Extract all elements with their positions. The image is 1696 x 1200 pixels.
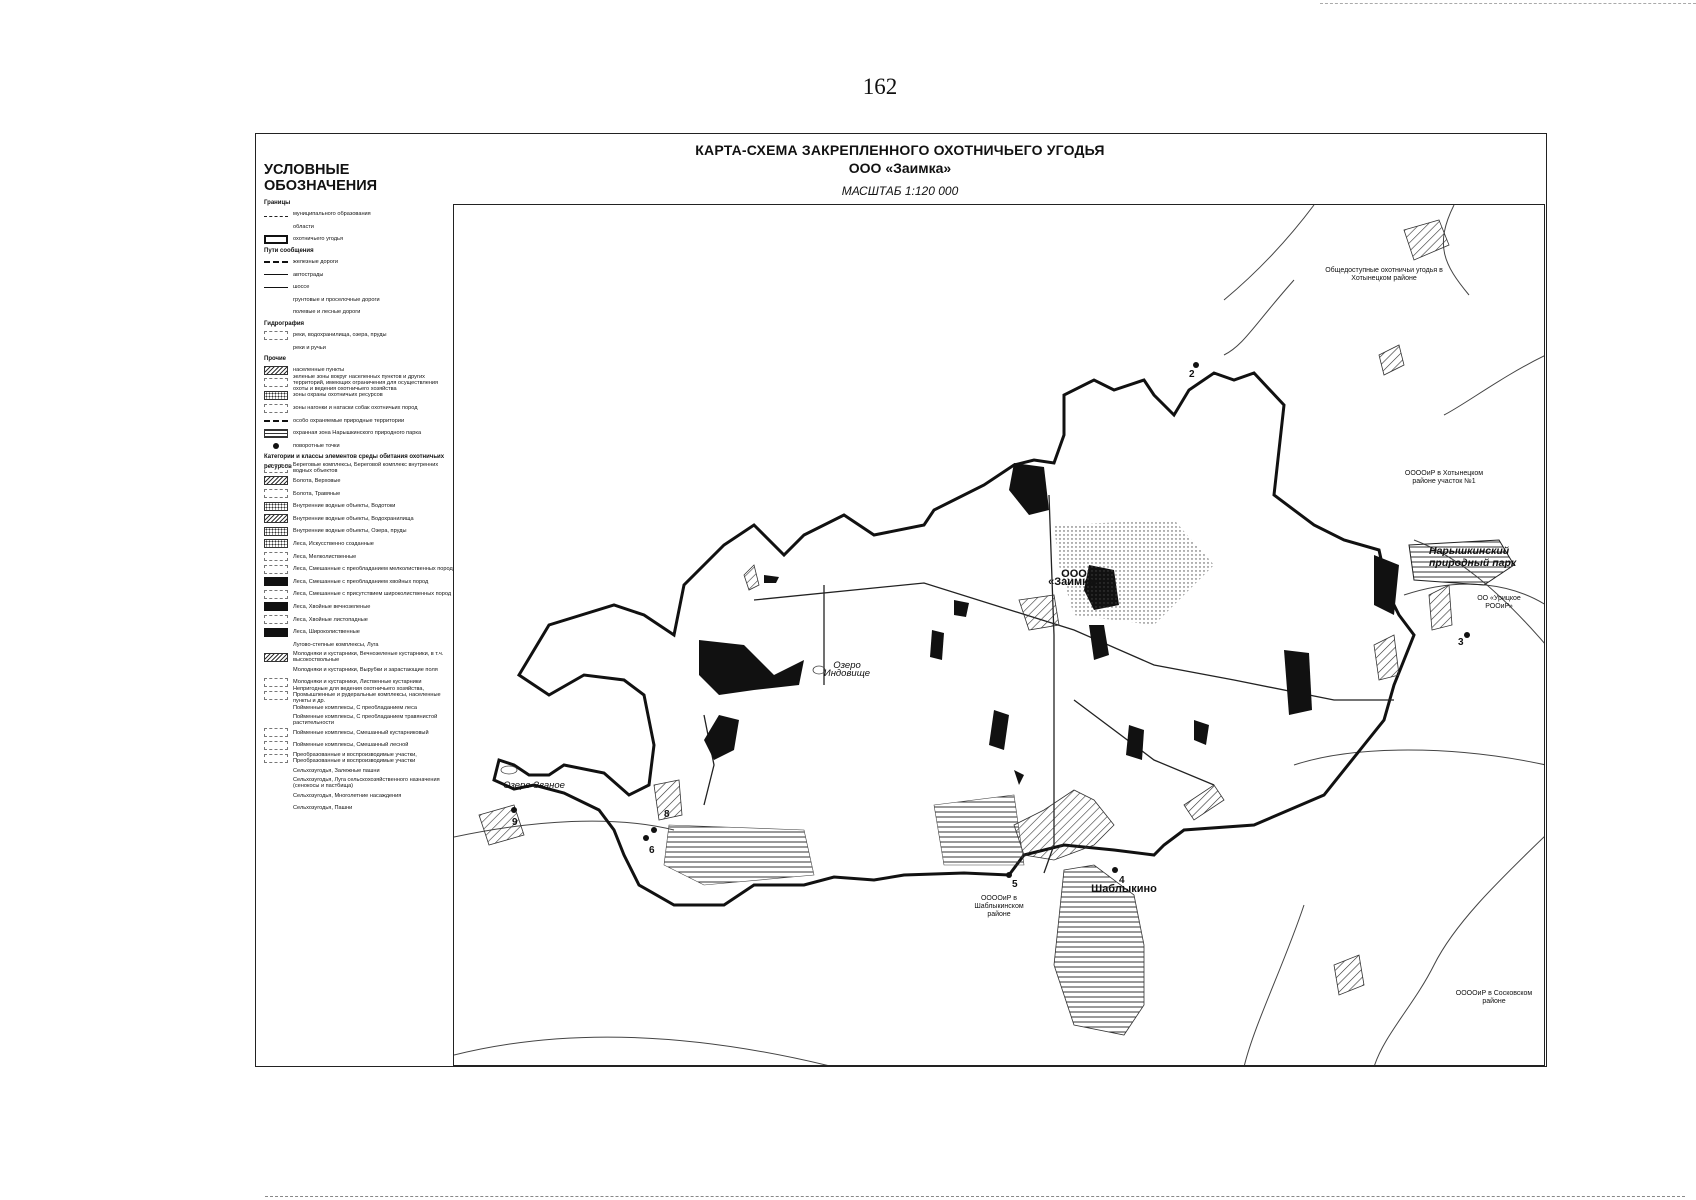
legend-swatch	[264, 420, 288, 422]
legend-section-heading: Пути сообщения	[264, 247, 314, 254]
legend-item	[264, 512, 454, 525]
legend-item-label: муниципального образования	[293, 211, 371, 218]
turning-point-8: 8	[664, 809, 670, 820]
legend-swatch	[264, 514, 288, 523]
label-naryshkin-park: Нарышкинский природный парк	[1429, 545, 1517, 569]
legend-item	[264, 281, 454, 294]
legend-item	[264, 294, 454, 307]
legend-item	[264, 208, 454, 221]
legend-item-label: Береговые комплексы, Береговой комплекс внутренних водных объектов	[293, 462, 439, 475]
legend-item-label: зоны нагонки и натаски собак охотничьих пород	[293, 405, 418, 412]
legend-item	[264, 402, 454, 415]
turning-point-9: 9	[512, 817, 518, 828]
legend-item	[264, 221, 454, 234]
legend-item-label: населенные пункты	[293, 367, 345, 374]
legend-swatch	[264, 502, 288, 511]
legend-item	[264, 233, 454, 246]
legend-section-heading: Категории и классы элементов среды обитания охотничьих ресурсов	[264, 454, 445, 471]
legend-swatch	[273, 443, 279, 449]
legend-item-label: Леса, Смешанные с присутствием широколиственных пород	[293, 591, 452, 598]
legend-item	[264, 373, 454, 392]
legend-item-label: охотничьего угодья	[293, 236, 343, 243]
legend	[264, 162, 454, 815]
legend-item-label: Болота, Верховые	[293, 477, 341, 484]
label-ooookhr-khotynets: ООООиР в Хотынецком районе участок №1	[1404, 470, 1484, 485]
legend-swatch	[264, 404, 288, 413]
legend-item-label: Сельхозугодья, Луга сельскохозяйственного назначения (сенокосы и пастбища)	[293, 777, 440, 790]
legend-item-label: Болота, Травяные	[293, 490, 341, 497]
legend-swatch	[264, 429, 288, 438]
legend-item	[264, 752, 454, 765]
legend-section-heading: Прочие	[264, 355, 287, 362]
legend-item-label: Внутренние водные объекты, Озера, пруды	[293, 528, 407, 535]
legend-item	[264, 525, 454, 538]
legend-item	[264, 500, 454, 513]
legend-swatch	[264, 391, 288, 400]
map-area	[453, 204, 1545, 1066]
legend-swatch	[264, 640, 288, 649]
legend-item-label: Леса, Смешанные с преобладанием мелколиственных пород	[293, 566, 453, 573]
legend-item-label: Лугово-степные комплексы, Луга	[293, 641, 379, 648]
legend-swatch	[264, 222, 288, 231]
page-number: 162	[862, 74, 898, 99]
legend-section-heading: Границы	[264, 200, 291, 206]
legend-swatch	[264, 791, 288, 800]
legend-swatch	[264, 308, 288, 317]
legend-swatch	[264, 615, 288, 624]
legend-item-label: Молодняки и кустарники, Лиственные кустарники	[293, 679, 422, 686]
legend-item-label: охранная зона Нарышкинского природного парка	[293, 430, 422, 437]
legend-item-label: Сельхозугодья, Многолетние насаждения	[293, 792, 402, 799]
legend-item	[264, 686, 454, 705]
legend-swatch	[264, 552, 288, 561]
legend-swatch	[264, 754, 288, 763]
legend-item	[264, 427, 454, 440]
legend-item-label: Молодняки и кустарники, Вырубки и зарастающие поля	[293, 666, 438, 673]
label-ooookhr-soskovo: ООООиР в Сосковском районе	[1455, 990, 1533, 1005]
legend-section-heading: Гидрография	[264, 320, 305, 327]
legend-item-label: зеленые зоны вокруг населенных пунктов и других территорий, имеющих ограничения для осуществления охоты и ведения охотничьего хозяйства	[293, 373, 439, 392]
legend-swatch	[264, 539, 288, 548]
legend-swatch	[264, 590, 288, 599]
legend-item-label: Леса, Смешанные с преобладанием хвойных пород	[293, 578, 429, 585]
label-oo-uritskoe: ОО «Урицкое РООиР»	[1477, 595, 1521, 610]
legend-item-label: Леса, Широколиственные	[293, 629, 360, 636]
legend-item-label: Леса, Искусственно созданные	[293, 540, 374, 547]
legend-item-label: Сельхозугодья, Пашни	[293, 805, 353, 812]
legend-item-label: Пойменные комплексы, С преобладанием травянистой растительности	[293, 714, 438, 727]
legend-swatch	[264, 665, 288, 674]
legend-swatch	[264, 728, 288, 737]
legend-item	[264, 268, 454, 281]
legend-item	[264, 487, 454, 500]
legend-item	[264, 727, 454, 740]
legend-item-label: Леса, Хвойные вечнозеленые	[293, 603, 371, 610]
legend-item-label: Молодняки и кустарники, Вечнозеленые кустарники, в т.ч. высокоствольные	[293, 651, 444, 664]
legend-swatch	[264, 741, 288, 750]
legend-item	[264, 306, 454, 319]
legend-item	[264, 790, 454, 803]
legend-swatch	[264, 343, 288, 352]
legend-swatch	[264, 804, 288, 813]
legend-item	[264, 475, 454, 488]
title-block	[640, 142, 1160, 198]
legend-item	[264, 256, 454, 269]
western-hlined-zone	[664, 825, 814, 885]
label-ooo-zaimka: ООО «Заимка»	[1048, 568, 1100, 588]
legend-swatch	[264, 476, 288, 485]
legend-item-label: автострады	[293, 271, 324, 278]
legend-item-label: Леса, Хвойные листопадные	[293, 616, 368, 623]
legend-item-label: Сельхозугодья, Залежные пашни	[293, 767, 380, 774]
legend-item	[264, 777, 454, 790]
legend-item-label: железные дороги	[293, 259, 339, 266]
legend-swatch	[264, 779, 288, 788]
legend-item-label: Внутренние водные объекты, Водохранилища	[293, 515, 414, 522]
label-ooookhr-shablykino: ООООиР в Шаблыкинском районе	[974, 895, 1024, 918]
label-lake-indovische: Озеро Индовище	[823, 660, 871, 679]
label-obschedostupnye: Общедоступные охотничьи угодья в Хотынецком районе	[1325, 267, 1443, 282]
legend-swatch	[264, 295, 288, 304]
turning-point-5: 5	[1012, 879, 1018, 890]
legend-swatch	[264, 577, 288, 586]
legend-item-label: поворотные точки	[293, 442, 340, 449]
legend-item-label: Леса, Мелколиственные	[293, 553, 357, 560]
map-scale: МАСШТАБ 1:120 000	[841, 184, 959, 198]
legend-item	[264, 329, 454, 342]
label-lake-zvanoe: Озеро Званое	[503, 780, 565, 791]
legend-swatch	[264, 691, 288, 700]
legend-swatch	[264, 331, 288, 340]
legend-item	[264, 563, 454, 576]
legend-swatch	[264, 489, 288, 498]
legend-swatch	[264, 716, 288, 725]
legend-swatch	[264, 366, 288, 375]
turning-point-4: 4	[1119, 875, 1125, 886]
legend-item	[264, 550, 454, 563]
legend-item-label: зоны охраны охотничьих ресурсов	[293, 392, 383, 399]
eastern-hlined-zone	[934, 795, 1024, 865]
legend-swatch	[264, 464, 288, 473]
legend-swatch	[264, 287, 288, 288]
legend-item	[264, 764, 454, 777]
legend-item	[264, 802, 454, 815]
legend-item-label: полевые и лесные дороги	[293, 309, 361, 316]
legend-rows	[264, 198, 454, 815]
legend-item	[264, 601, 454, 614]
legend-item-label: Внутренние водные объекты, Водотоки	[293, 503, 396, 510]
legend-item-label: Пойменные комплексы, Смешанный лесной	[293, 742, 409, 749]
legend-swatch	[264, 703, 288, 712]
legend-item-label: Пойменные комплексы, С преобладанием леса	[293, 704, 418, 711]
legend-swatch	[264, 628, 288, 637]
legend-item-label: шоссе	[293, 284, 310, 291]
legend-title: УСЛОВНЫЕ ОБОЗНАЧЕНИЯ	[264, 162, 378, 194]
legend-item	[264, 462, 454, 475]
bottom-edge-line	[265, 1196, 1685, 1197]
legend-swatch	[264, 274, 288, 275]
legend-swatch	[264, 602, 288, 611]
legend-item-label: Преобразованные и воспроизводимые участки, Преобразованные и воспроизводимые участки	[293, 752, 417, 765]
legend-item-label: Пойменные комплексы, Смешанный кустарниковый	[293, 729, 429, 736]
map-title: КАРТА-СХЕМА ЗАКРЕПЛЕННОГО ОХОТНИЧЬЕГО УГОДЬЯ	[695, 142, 1105, 158]
legend-item	[264, 538, 454, 551]
legend-swatch	[264, 678, 288, 687]
legend-item	[264, 575, 454, 588]
legend-item	[264, 414, 454, 427]
district-boundaries	[454, 205, 1545, 1066]
legend-item-label: реки и ручьи	[293, 344, 326, 351]
map-subtitle: ООО «Заимка»	[848, 160, 952, 176]
legend-item-label: области	[293, 223, 314, 230]
legend-item	[264, 341, 454, 354]
label-shablykino: Шаблыкино	[1091, 883, 1157, 895]
legend-item	[264, 613, 454, 626]
legend-swatch	[264, 216, 288, 217]
legend-item	[264, 714, 454, 727]
legend-item	[264, 440, 454, 453]
legend-swatch	[264, 653, 288, 662]
legend-item	[264, 739, 454, 752]
turning-point-3: 3	[1458, 637, 1464, 648]
legend-item-label: Непригодные для ведения охотничьего хозяйства, Промышленные и рудеральные комплексы, населенные пункты и др.	[293, 686, 441, 705]
turning-point-2: 2	[1189, 369, 1195, 380]
legend-swatch	[264, 235, 288, 244]
top-edge-line	[1320, 3, 1696, 4]
legend-item-label: особо охраняемые природные территории	[293, 417, 405, 424]
legend-item-label: реки, водохранилища, озера, пруды	[293, 332, 387, 339]
legend-swatch	[264, 766, 288, 775]
legend-item	[264, 626, 454, 639]
legend-swatch	[264, 527, 288, 536]
turning-point-6: 6	[649, 845, 655, 856]
legend-swatch	[264, 565, 288, 574]
legend-item	[264, 638, 454, 651]
legend-item-label: грунтовые и проселочные дороги	[293, 296, 380, 303]
legend-item	[264, 664, 454, 677]
legend-swatch	[264, 378, 288, 387]
legend-swatch	[264, 261, 288, 263]
legend-item	[264, 651, 454, 664]
legend-item	[264, 588, 454, 601]
map-canvas	[454, 205, 1545, 1066]
